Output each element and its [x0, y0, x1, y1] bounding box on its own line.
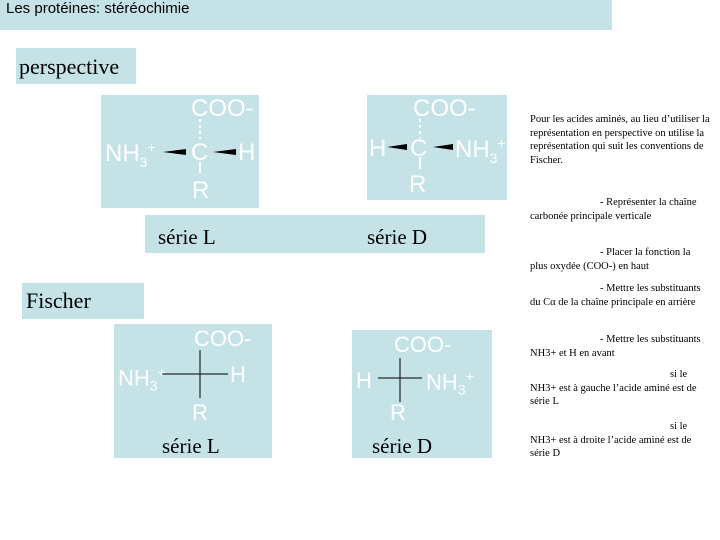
page-title: Les protéines: stéréochimie — [6, 0, 190, 17]
amino-subscript: 3 — [457, 381, 466, 398]
side-intro: Pour les acides aminés, au lieu d’utiliser la représentation en perspective on utilise la représentation qui suit les conventions de Fischer. — [530, 114, 710, 166]
carboxylate-group: COO- — [194, 326, 252, 351]
hydrogen: H — [356, 368, 372, 393]
carboxylate-group: COO- — [394, 332, 452, 357]
hydrogen: H — [369, 135, 387, 162]
side-rule-substituents-front: - Mettre les substituants NH3+ et H en avant — [530, 334, 701, 359]
fischer-series-l: série L — [162, 434, 220, 458]
amino-group — [426, 368, 474, 398]
hydrogen: H — [238, 139, 256, 166]
side-rule-vertical-chain: - Représenter la chaîne carbonée principale verticale — [530, 197, 697, 222]
perspective-series-d: série D — [367, 225, 428, 249]
amino-charge: + — [147, 139, 156, 155]
carboxylate-group: COO- — [191, 95, 254, 122]
amino-group — [118, 364, 166, 394]
amino-charge: + — [465, 368, 474, 384]
alpha-carbon: C — [191, 139, 209, 166]
amino-subscript: 3 — [489, 149, 498, 166]
side-chain-r: R — [390, 400, 406, 425]
amino-label: NH — [105, 140, 140, 167]
amino-subscript: 3 — [139, 153, 148, 170]
carboxylate-group: COO- — [413, 95, 476, 122]
fischer-label: Fischer — [26, 288, 91, 313]
alpha-carbon: C — [410, 135, 428, 162]
amino-group — [105, 139, 156, 170]
amino-label: NH — [455, 136, 490, 163]
side-rule-oxidized-top: - Placer la fonction la plus oxydée (COO-) en haut — [530, 247, 691, 272]
amino-label: NH — [118, 365, 150, 391]
perspective-series-l: série L — [158, 225, 216, 249]
side-chain-r: R — [192, 400, 208, 425]
amino-group — [455, 135, 506, 166]
side-chain-r: R — [409, 171, 427, 198]
side-rule-series-d: si le NH3+ est à droite l’acide aminé est de série D — [530, 421, 692, 459]
hydrogen: H — [230, 362, 246, 387]
amino-charge: + — [157, 364, 166, 380]
perspective-label: perspective — [19, 54, 120, 79]
fischer-series-d: série D — [372, 434, 433, 458]
amino-subscript: 3 — [149, 377, 158, 394]
amino-charge: + — [497, 135, 506, 151]
side-rule-substituents-back: - Mettre les substituants du Cα de la chaîne principale en arrière — [530, 283, 701, 308]
side-rule-series-l: si le NH3+ est à gauche l’acide aminé est de série L — [530, 369, 697, 407]
perspective-d-molecule — [367, 95, 507, 200]
amino-label: NH — [426, 369, 458, 395]
perspective-l-molecule — [101, 95, 259, 208]
side-chain-r: R — [192, 177, 210, 204]
